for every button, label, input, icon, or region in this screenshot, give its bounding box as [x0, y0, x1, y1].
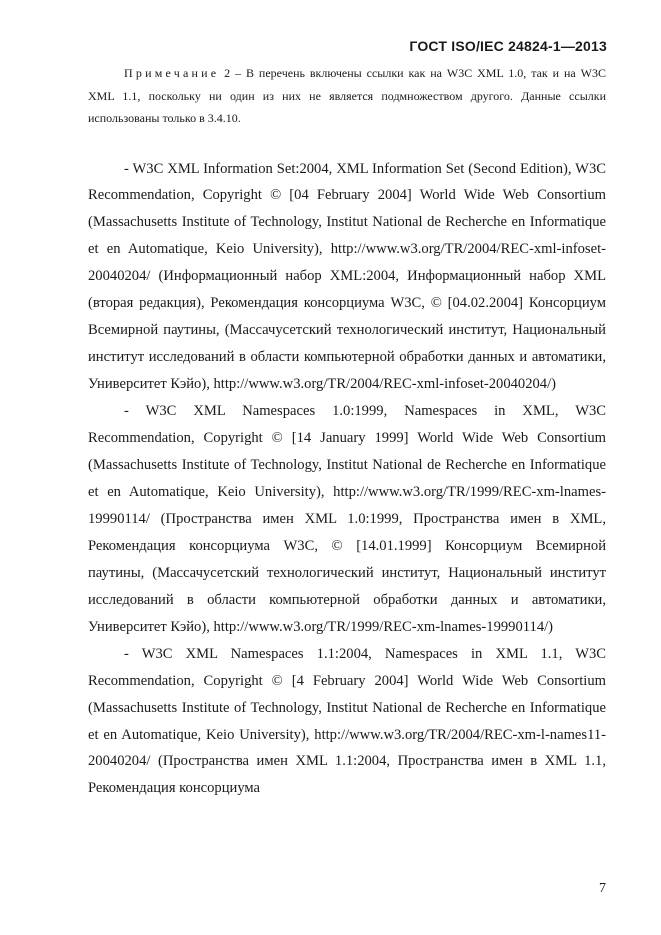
reference-item-xml-namespaces-1-0: - W3C XML Namespaces 1.0:1999, Namespaces in XML, W3C Recommendation, Copyright © [14 January 1999] World Wide Web Consortium (Massachusetts Institute of Technology, Institut National de Recherche en Informatique et en Automatique, Keio University), http://www.w3.org/TR/1999/REC-xm-lnames-19990114/ (Пространства имен XML 1.0:1999, Пространства имен в XML, Рекомендация консорциума W3C, © [14.01.1999] Консорциум Всемирной паутины, (Массачусетский технологический институт, Национальный институт исследований в области компьютерной обработки данных и автоматики, Университет Кэйо), http://www.w3.org/TR/1999/REC-xm-lnames-19990114/): [88, 403, 606, 635]
note-paragraph: [88, 62, 606, 130]
reference-item-xml-infoset: - W3C XML Information Set:2004, XML Information Set (Second Edition), W3C Recommendation, Copyright © [04 February 2004] World Wide Web Consortium (Massachusetts Institute of Technology, Institut National de Recherche en Informatique et en Automatique, Keio University), http://www.w3.org/TR/2004/REC-xml-infoset-20040204/ (Информационный набор XML:2004, Информационный набор XML (вторая редакция), Рекомендация консорциума W3C, © [04.02.2004] Консорциум Всемирной паутины, (Массачусетский технологический институт, Национальный институт исследований в области компьютерной обработки данных и автоматики, Университет Кэйо), http://www.w3.org/TR/2004/REC-xml-infoset-20040204/): [88, 160, 606, 393]
note-text: 2 – В перечень включены ссылки как на W3C XML 1.0, так и на W3C XML 1.1, поскольку ни один из них не является подмножеством другого. Данные ссылки использованы только в 3.4.10.: [88, 66, 606, 125]
page-number: 7: [599, 881, 606, 896]
page-content: [88, 62, 606, 802]
reference-item-xml-namespaces-1-1: - W3C XML Namespaces 1.1:2004, Namespaces in XML 1.1, W3C Recommendation, Copyright © [4 February 2004] World Wide Web Consortium (Massachusetts Institute of Technology, Institut National de Recherche en Informatique et en Automatique, Keio University), http://www.w3.org/TR/2004/REC-xm-l-names11-20040204/ (Пространства имен XML 1.1:2004, Пространства имен в XML 1.1, Рекомендация консорциума: [88, 645, 606, 797]
reference-list: [88, 156, 606, 803]
note-label: Примечание: [124, 66, 220, 80]
document-header: ГОСТ ISO/IEC 24824-1—2013: [409, 38, 607, 54]
